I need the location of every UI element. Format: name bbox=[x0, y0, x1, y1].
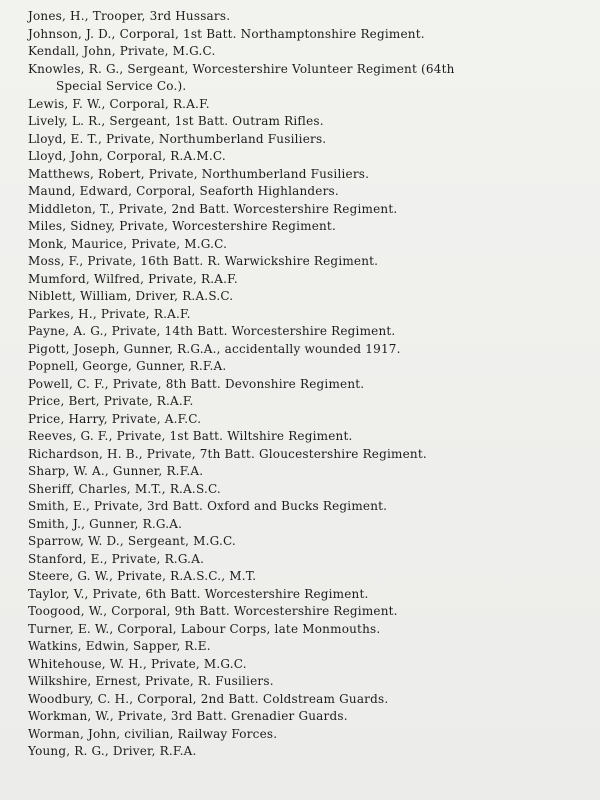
list-item: Kendall, John, Private, M.G.C. bbox=[28, 44, 216, 58]
list-item: Niblett, William, Driver, R.A.S.C. bbox=[28, 289, 234, 303]
list-item: Worman, John, civilian, Railway Forces. bbox=[28, 726, 278, 741]
list-item: Miles, Sidney, Private, Worcestershire Regiment. bbox=[28, 219, 336, 233]
list-item: Price, Bert, Private, R.A.F. bbox=[28, 394, 194, 408]
list-item: Middleton, T., Private, 2nd Batt. Worcestershire Regiment. bbox=[28, 201, 398, 216]
list-item: Watkins, Edwin, Sapper, R.E. bbox=[28, 639, 211, 653]
list-item: Workman, W., Private, 3rd Batt. Grenadier Guards. bbox=[28, 709, 348, 723]
list-item: Parkes, H., Private, R.A.F. bbox=[28, 306, 191, 321]
list-item: Turner, E. W., Corporal, Labour Corps, late Monmouths. bbox=[28, 621, 381, 636]
list-item: Young, R. G., Driver, R.F.A. bbox=[28, 744, 197, 758]
list-item: Steere, G. W., Private, R.A.S.C., M.T. bbox=[28, 569, 257, 583]
list-item: Mumford, Wilfred, Private, R.A.F. bbox=[28, 271, 238, 286]
list-item: Sparrow, W. D., Sergeant, M.G.C. bbox=[28, 534, 236, 548]
list-item: Woodbury, C. H., Corporal, 2nd Batt. Coldstream Guards. bbox=[28, 691, 389, 706]
list-item: Toogood, W., Corporal, 9th Batt. Worcestershire Regiment. bbox=[28, 604, 398, 618]
list-item: Lively, L. R., Sergeant, 1st Batt. Outram Rifles. bbox=[28, 114, 324, 128]
list-item-continuation: Special Service Co.). bbox=[56, 79, 187, 93]
list-item: Lloyd, E. T., Private, Northumberland Fusiliers. bbox=[28, 131, 327, 146]
list-item: Lloyd, John, Corporal, R.A.M.C. bbox=[28, 149, 226, 163]
list-item: Moss, F., Private, 16th Batt. R. Warwickshire Regiment. bbox=[28, 254, 379, 268]
list-item: Price, Harry, Private, A.F.C. bbox=[28, 411, 202, 426]
list-item: Maund, Edward, Corporal, Seaforth Highlanders. bbox=[28, 184, 339, 198]
list-item: Reeves, G. F., Private, 1st Batt. Wiltshire Regiment. bbox=[28, 429, 353, 443]
list-item: Taylor, V., Private, 6th Batt. Worcestershire Regiment. bbox=[28, 586, 369, 601]
list-item: Powell, C. F., Private, 8th Batt. Devonshire Regiment. bbox=[28, 376, 365, 391]
list-item: Popnell, George, Gunner, R.F.A. bbox=[28, 359, 227, 373]
list-item: Whitehouse, W. H., Private, M.G.C. bbox=[28, 656, 247, 671]
list-item: Monk, Maurice, Private, M.G.C. bbox=[28, 236, 228, 251]
list-item: Matthews, Robert, Private, Northumberland Fusiliers. bbox=[28, 166, 370, 181]
list-item: Smith, E., Private, 3rd Batt. Oxford and Bucks Regiment. bbox=[28, 499, 388, 513]
list-item: Pigott, Joseph, Gunner, R.G.A., accidentally wounded 1917. bbox=[28, 341, 401, 356]
list-item: Sheriff, Charles, M.T., R.A.S.C. bbox=[28, 481, 221, 496]
list-item: Lewis, F. W., Corporal, R.A.F. bbox=[28, 96, 210, 111]
list-item: Smith, J., Gunner, R.G.A. bbox=[28, 516, 183, 531]
list-item: Johnson, J. D., Corporal, 1st Batt. Northamptonshire Regiment. bbox=[28, 26, 425, 41]
list-item: Knowles, R. G., Sergeant, Worcestershire Volunteer Regiment (64th bbox=[28, 61, 455, 76]
list-item: Stanford, E., Private, R.G.A. bbox=[28, 551, 205, 566]
list-item: Sharp, W. A., Gunner, R.F.A. bbox=[28, 464, 204, 478]
roll-of-honour-list bbox=[28, 8, 588, 761]
list-item: Richardson, H. B., Private, 7th Batt. Gloucestershire Regiment. bbox=[28, 446, 427, 461]
list-item: Wilkshire, Ernest, Private, R. Fusiliers. bbox=[28, 674, 274, 688]
list-item: Jones, H., Trooper, 3rd Hussars. bbox=[28, 9, 231, 23]
list-item: Payne, A. G., Private, 14th Batt. Worcestershire Regiment. bbox=[28, 324, 396, 338]
